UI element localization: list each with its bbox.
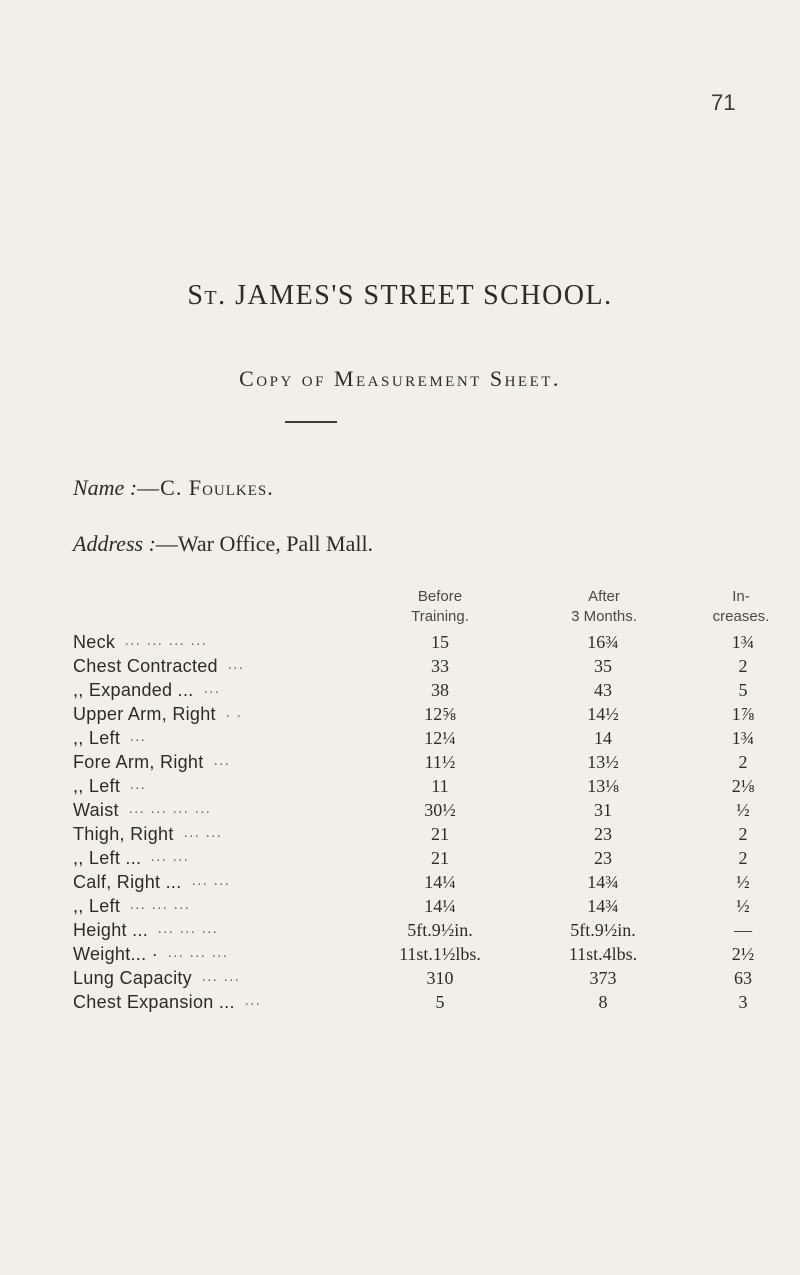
row-label: Thigh, Right bbox=[73, 824, 174, 844]
value-increase: 5 bbox=[738, 680, 748, 700]
leader-dots: ... ... bbox=[192, 874, 231, 889]
measurement-table bbox=[73, 630, 773, 1014]
value-before: 14¼ bbox=[424, 896, 456, 916]
leader-dots: ... ... bbox=[184, 826, 223, 841]
value-after: 14¾ bbox=[587, 896, 619, 916]
value-before: 11 bbox=[431, 776, 449, 796]
row-label: ,, Left ... bbox=[73, 848, 142, 868]
table-row bbox=[73, 942, 773, 966]
value-before: 5 bbox=[435, 992, 445, 1012]
value-before: 310 bbox=[426, 968, 454, 988]
value-before: 11½ bbox=[424, 752, 456, 772]
value-after: 16¾ bbox=[587, 632, 619, 652]
leader-dots: ... bbox=[245, 994, 262, 1009]
leader-dots: ... bbox=[130, 730, 147, 745]
leader-dots: ... bbox=[214, 754, 231, 769]
name-value: —C. Foulkes. bbox=[137, 475, 274, 500]
value-after: 35 bbox=[594, 656, 612, 676]
column-header-line: Before bbox=[417, 588, 463, 605]
table-row bbox=[73, 654, 773, 678]
leader-dots: ... ... ... bbox=[168, 946, 229, 961]
value-increase: 2⅛ bbox=[731, 776, 755, 796]
leader-dots: ... bbox=[130, 778, 147, 793]
value-before: 38 bbox=[431, 680, 449, 700]
table-row bbox=[73, 726, 773, 750]
column-header-line: After bbox=[588, 588, 620, 605]
name-key: Name : bbox=[73, 475, 138, 500]
table-row bbox=[73, 990, 773, 1014]
value-before: 12¼ bbox=[424, 728, 456, 748]
value-after: 11st.4lbs. bbox=[568, 944, 638, 964]
table-row bbox=[73, 966, 773, 990]
value-increase: 2 bbox=[738, 656, 748, 676]
value-after: 14 bbox=[594, 728, 612, 748]
leader-dots: ... ... bbox=[151, 850, 190, 865]
table-row bbox=[73, 894, 773, 918]
row-label: ,, Left bbox=[73, 728, 121, 748]
table-row bbox=[73, 630, 773, 654]
value-after: 23 bbox=[594, 848, 612, 868]
value-after: 13⅛ bbox=[587, 776, 619, 796]
column-header-increases bbox=[696, 587, 786, 627]
value-increase: ½ bbox=[736, 872, 750, 892]
table-row bbox=[73, 822, 773, 846]
table-row bbox=[73, 846, 773, 870]
table-row bbox=[73, 798, 773, 822]
value-increase: ½ bbox=[736, 800, 750, 820]
row-label: ,, Left bbox=[73, 776, 121, 796]
value-before: 33 bbox=[431, 656, 449, 676]
row-label: Neck bbox=[73, 632, 116, 652]
value-increase: 2 bbox=[738, 824, 748, 844]
table-row bbox=[73, 918, 773, 942]
divider-rule bbox=[285, 421, 337, 423]
address-key: Address : bbox=[73, 531, 156, 556]
row-label: Calf, Right ... bbox=[73, 872, 182, 892]
column-header-line: 3 Months. bbox=[571, 608, 637, 625]
table-row bbox=[73, 870, 773, 894]
sheet-subtitle: Copy of Measurement Sheet. bbox=[239, 366, 561, 391]
value-before: 30½ bbox=[424, 800, 456, 820]
value-increase: 2 bbox=[738, 752, 748, 772]
leader-dots: ... ... bbox=[202, 970, 241, 985]
value-before: 11st.1½lbs. bbox=[399, 944, 481, 964]
column-header-line: Training. bbox=[411, 608, 469, 625]
value-after: 14½ bbox=[587, 704, 619, 724]
value-increase: 1¾ bbox=[731, 632, 755, 652]
page-number: 71 bbox=[711, 90, 736, 115]
value-before: 21 bbox=[431, 848, 449, 868]
value-after: 23 bbox=[594, 824, 612, 844]
table-row bbox=[73, 750, 773, 774]
value-after: 8 bbox=[598, 992, 608, 1012]
column-header-before-training bbox=[375, 587, 505, 627]
value-after: 31 bbox=[594, 800, 612, 820]
value-before: 5ft.9½in. bbox=[407, 920, 473, 940]
row-label: Chest Expansion ... bbox=[73, 992, 235, 1012]
table-row bbox=[73, 702, 773, 726]
leader-dots: ... ... ... ... bbox=[125, 634, 208, 649]
leader-dots: ... ... ... bbox=[130, 898, 191, 913]
name-line bbox=[73, 475, 274, 501]
school-title: St. JAMES'S STREET SCHOOL. bbox=[187, 280, 613, 311]
value-increase: — bbox=[734, 920, 752, 940]
leader-dots: ... bbox=[204, 682, 221, 697]
column-header-after-3-months bbox=[539, 587, 669, 627]
value-after: 14¾ bbox=[587, 872, 619, 892]
value-after: 5ft.9½in. bbox=[570, 920, 636, 940]
value-after: 13½ bbox=[587, 752, 619, 772]
value-before: 12⅝ bbox=[424, 704, 456, 724]
leader-dots: ... ... ... ... bbox=[129, 802, 212, 817]
leader-dots: ... ... ... bbox=[158, 922, 219, 937]
column-header-line: creases. bbox=[712, 608, 770, 625]
value-after: 43 bbox=[594, 680, 612, 700]
value-after: 373 bbox=[589, 968, 617, 988]
value-increase: 1¾ bbox=[731, 728, 755, 748]
row-label: Chest Contracted bbox=[73, 656, 218, 676]
row-label: Weight... · bbox=[73, 944, 158, 964]
value-before: 21 bbox=[431, 824, 449, 844]
column-header-line: In- bbox=[732, 588, 750, 605]
value-increase: 1⅞ bbox=[731, 704, 755, 724]
value-increase: 2 bbox=[738, 848, 748, 868]
value-before: 14¼ bbox=[424, 872, 456, 892]
row-label: ,, Expanded ... bbox=[73, 680, 194, 700]
row-label: Waist bbox=[73, 800, 119, 820]
table-row bbox=[73, 678, 773, 702]
row-label: Height ... bbox=[73, 920, 149, 940]
leader-dots: ... bbox=[228, 658, 245, 673]
value-before: 15 bbox=[431, 632, 449, 652]
row-label: Fore Arm, Right bbox=[73, 752, 204, 772]
value-increase: 63 bbox=[734, 968, 752, 988]
row-label: Upper Arm, Right bbox=[73, 704, 216, 724]
table-row bbox=[73, 774, 773, 798]
address-value: —War Office, Pall Mall. bbox=[155, 531, 374, 556]
row-label: Lung Capacity bbox=[73, 968, 192, 988]
row-label: ,, Left bbox=[73, 896, 121, 916]
value-increase: 2½ bbox=[731, 944, 755, 964]
address-line bbox=[73, 531, 373, 557]
value-increase: ½ bbox=[736, 896, 750, 916]
leader-dots: . . bbox=[226, 706, 243, 721]
value-increase: 3 bbox=[738, 992, 748, 1012]
